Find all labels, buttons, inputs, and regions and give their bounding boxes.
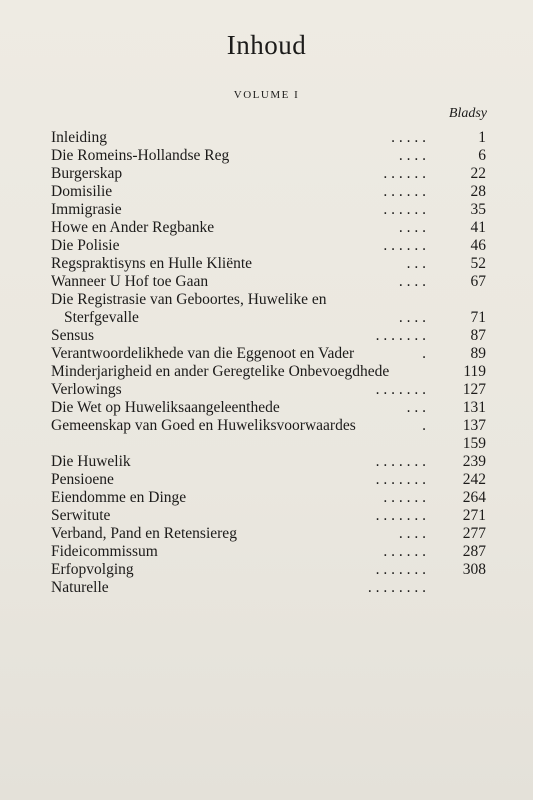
toc-page-number: 41	[470, 219, 486, 236]
toc-leader-dots: .	[422, 417, 426, 434]
toc-page-number: 87	[470, 327, 486, 344]
toc-page-number: 89	[470, 345, 486, 362]
toc-entry-title: Sensus	[51, 327, 95, 344]
toc-leader-dots: . . . . . . .	[375, 381, 426, 398]
toc-page-number: 67	[470, 273, 486, 290]
toc-page-number: 287	[462, 543, 486, 560]
toc-entry-title: Die Huwelik	[51, 453, 131, 470]
toc-entry	[51, 381, 486, 399]
toc-leader-dots: . . . . .	[391, 129, 426, 146]
toc-leader-dots: . . . .	[398, 219, 426, 236]
toc-entry	[51, 345, 486, 363]
toc-leader-dots: . . . .	[398, 309, 426, 326]
toc-page-number: 35	[470, 201, 486, 218]
toc-entry	[51, 507, 486, 525]
toc-page-number: 242	[462, 471, 486, 488]
toc-page-number: 271	[462, 507, 486, 524]
toc-entry	[51, 363, 486, 381]
toc-leader-dots: . . . . . . .	[375, 327, 426, 344]
toc-leader-dots: . . . . . .	[383, 237, 426, 254]
toc-leader-dots: . . . . . . .	[375, 453, 426, 470]
toc-entry	[51, 327, 486, 345]
toc-page-number: 52	[470, 255, 486, 272]
toc-page-number: 131	[462, 399, 486, 416]
toc-entry-title: Naturelle	[51, 579, 109, 596]
toc-entry-title: Minderjarigheid en ander Geregtelike Onbevoegdhede	[51, 363, 390, 380]
toc-page-number: 46	[470, 237, 486, 254]
toc-page-number: 6	[478, 147, 486, 164]
toc-page-number: 137	[462, 417, 486, 434]
page-title: Inhoud	[226, 30, 307, 60]
toc-leader-dots: . . . .	[398, 147, 426, 164]
toc-entry-title: Verlowings	[51, 381, 122, 398]
toc-page-number: 308	[462, 561, 486, 578]
toc-entry-title: Verantwoordelikhede van die Eggenoot en Vader	[51, 345, 355, 362]
toc-page-number: 28	[470, 183, 486, 200]
toc-leader-dots: . . . . . .	[383, 165, 426, 182]
toc-entry	[51, 201, 486, 219]
toc-entry-title: Verband, Pand en Retensiereg	[51, 525, 237, 542]
toc-leader-dots: . . . . . . .	[375, 471, 426, 488]
toc-entry	[51, 543, 486, 561]
toc-leader-dots: . . . . . . .	[375, 561, 426, 578]
toc-entry	[51, 417, 486, 435]
toc-leader-dots: . . . . . .	[383, 489, 426, 506]
toc-leader-dots: . . . .	[398, 525, 426, 542]
toc-entry-title: Burgerskap	[51, 165, 123, 182]
toc-page-number: 1	[478, 129, 486, 146]
toc-entry	[51, 399, 486, 417]
volume-heading: VOLUME I	[233, 89, 300, 101]
toc-entry	[51, 129, 486, 147]
toc-entry	[51, 561, 486, 579]
toc-entry	[51, 219, 486, 237]
table-of-contents	[51, 129, 486, 597]
toc-page-number: 127	[462, 381, 486, 398]
page-column-label: Bladsy	[448, 106, 487, 121]
toc-page-number: 71	[470, 309, 486, 326]
toc-entry	[51, 579, 486, 597]
toc-entry-title: Inleiding	[51, 129, 107, 146]
toc-entry-title: Domisilie	[51, 183, 113, 200]
toc-page-number: 264	[462, 489, 486, 506]
toc-leader-dots: . . . . . .	[383, 183, 426, 200]
toc-entry-title: Serwitute	[51, 507, 111, 524]
toc-entry	[51, 237, 486, 255]
toc-entry-title: Die Romeins-Hollandse Reg	[51, 147, 230, 164]
toc-entry-title: Regspraktisyns en Hulle Kliënte	[51, 255, 253, 272]
toc-entry	[51, 291, 486, 327]
toc-entry	[51, 525, 486, 543]
toc-entry	[51, 435, 486, 453]
toc-leader-dots: . . .	[406, 255, 426, 272]
toc-entry	[51, 255, 486, 273]
toc-entry-title: Gemeenskap van Goed en Huweliksvoorwaardes	[51, 417, 356, 434]
toc-entry	[51, 147, 486, 165]
toc-entry-title: Wanneer U Hof toe Gaan	[51, 273, 209, 290]
toc-entry-title: Howe en Ander Regbanke	[51, 219, 215, 236]
toc-leader-dots: . . .	[406, 399, 426, 416]
toc-entry-title: Fideicommissum	[51, 543, 158, 560]
toc-entry	[51, 471, 486, 489]
toc-entry-title-line1: Die Registrasie van Geboortes, Huwelike en	[51, 291, 327, 308]
toc-entry	[51, 165, 486, 183]
toc-page-number: 277	[462, 525, 486, 542]
toc-entry-title: Die Wet op Huweliksaangeleenthede	[51, 399, 280, 416]
toc-entry-title: Die Polisie	[51, 237, 120, 254]
toc-entry-title: Erfopvolging	[51, 561, 134, 578]
toc-page-number: 239	[462, 453, 486, 470]
toc-leader-dots: . . . .	[398, 273, 426, 290]
toc-entry-title	[51, 291, 351, 327]
toc-entry	[51, 183, 486, 201]
toc-entry-title: Immigrasie	[51, 201, 122, 218]
toc-entry	[51, 489, 486, 507]
toc-leader-dots: . . . . . . .	[375, 507, 426, 524]
toc-entry	[51, 453, 486, 471]
toc-leader-dots: .	[422, 345, 426, 362]
toc-entry	[51, 273, 486, 291]
toc-page-number: 22	[470, 165, 486, 182]
toc-leader-dots: . . . . . .	[383, 201, 426, 218]
toc-leader-dots: . . . . . .	[383, 543, 426, 560]
toc-entry-title: Pensioene	[51, 471, 114, 488]
toc-page-number: 159	[462, 435, 486, 452]
toc-leader-dots: . . . . . . . .	[367, 579, 426, 596]
toc-page-number: 119	[463, 363, 486, 380]
toc-entry-title: Eiendomme en Dinge	[51, 489, 187, 506]
toc-entry-title-line2: Sterfgevalle	[64, 309, 139, 326]
